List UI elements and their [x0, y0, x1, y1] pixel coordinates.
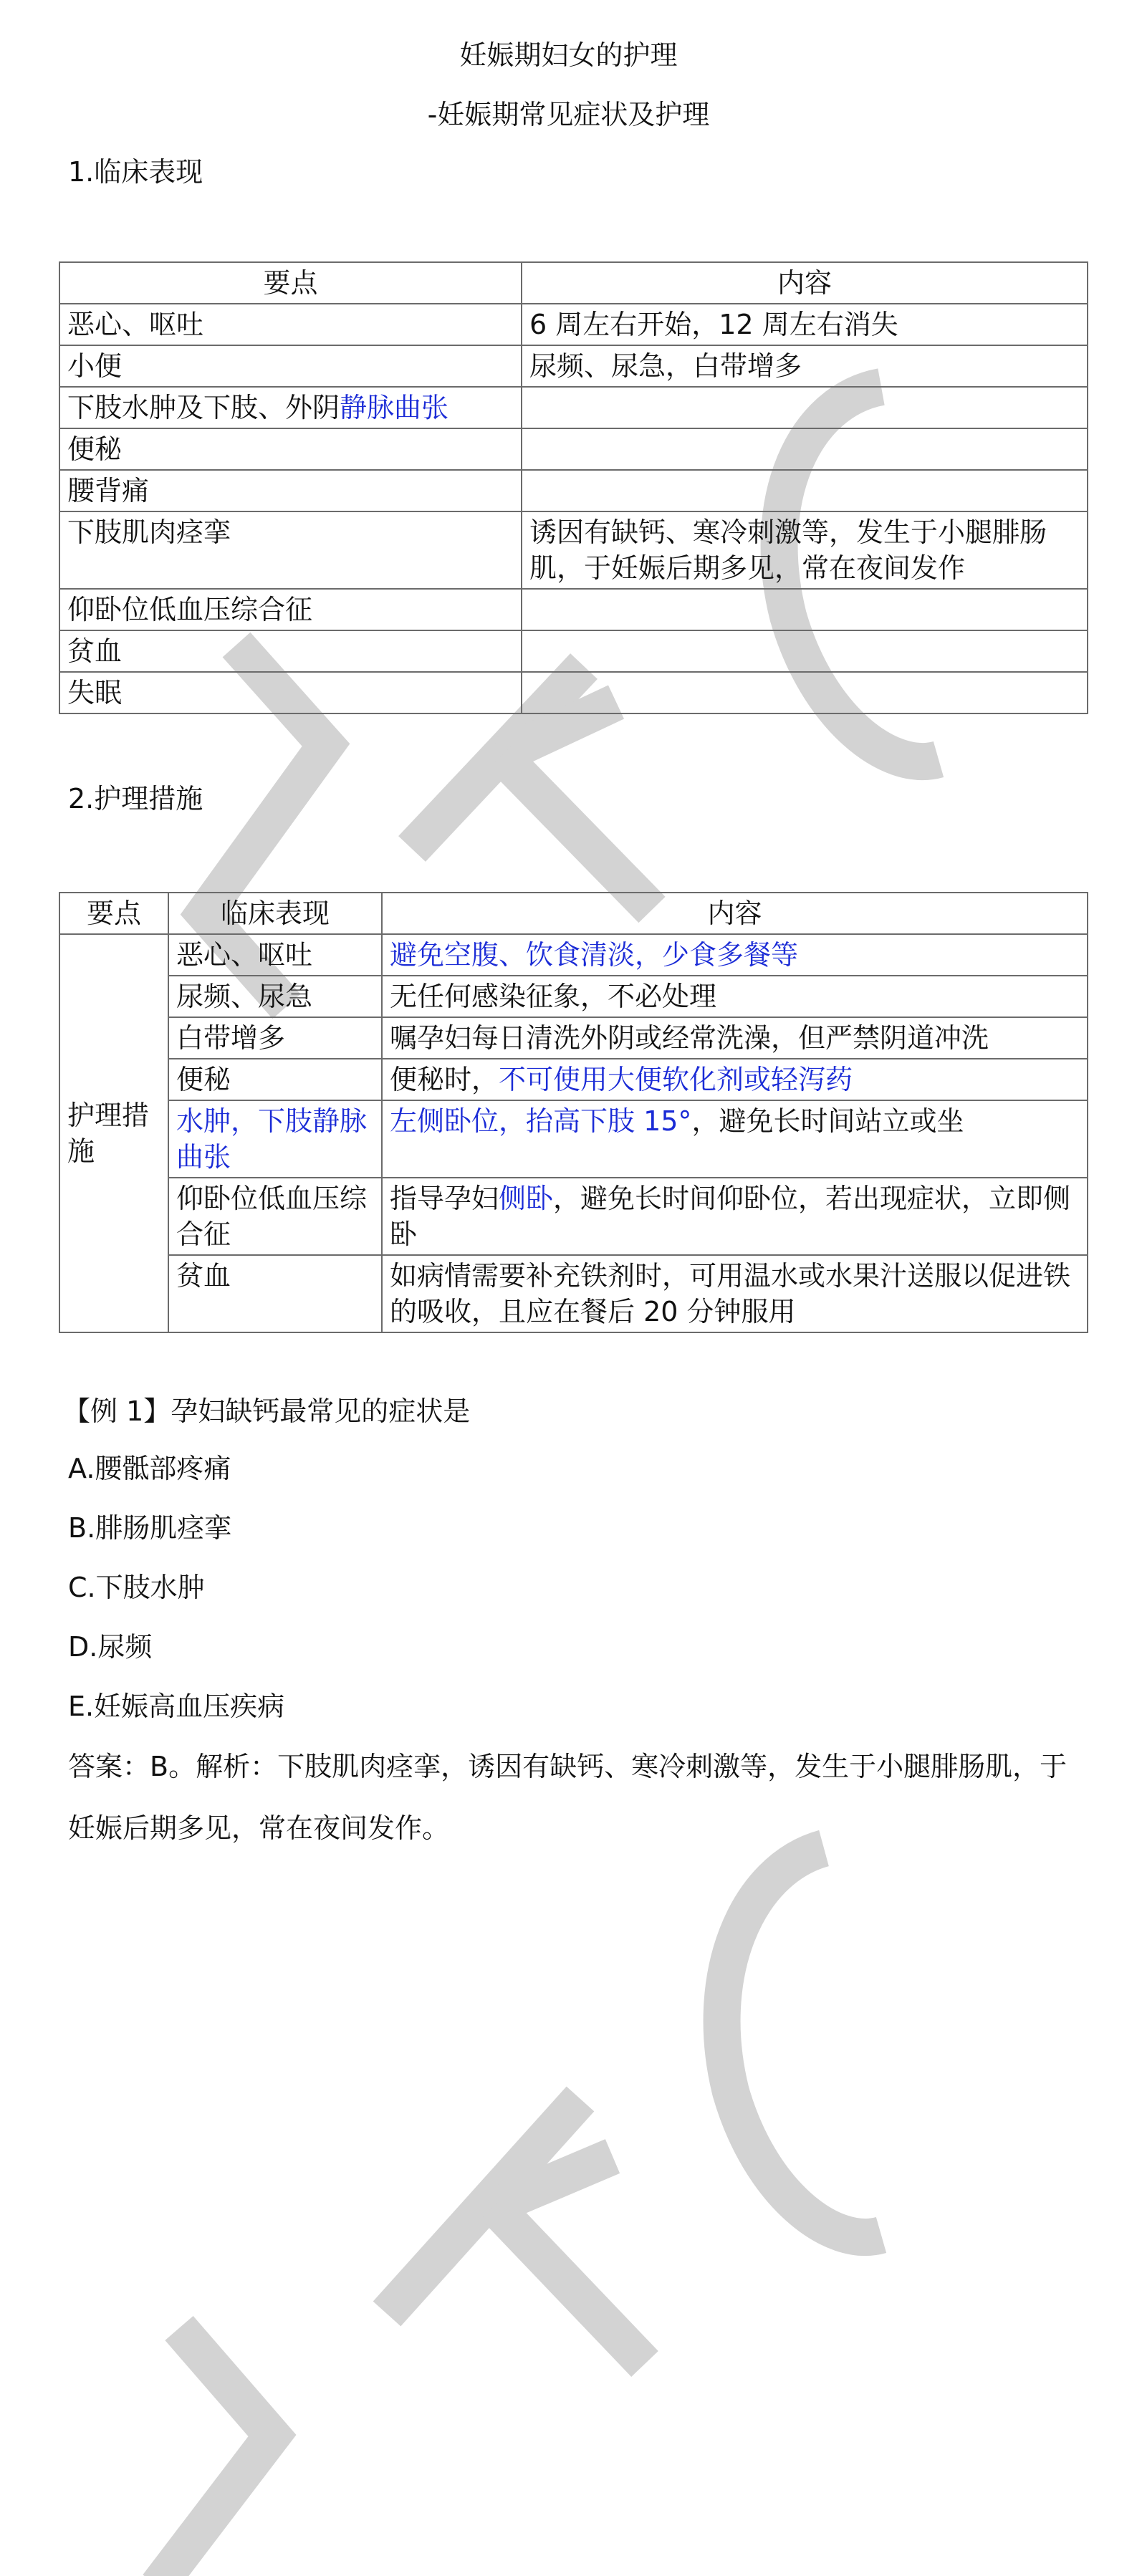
row-content-highlight: 侧卧 [499, 1183, 554, 1214]
clinical-table [59, 261, 1088, 714]
row-content-text: 便秘时， [390, 1064, 499, 1095]
table-header-row [59, 262, 1088, 304]
row-content-highlight: 不可使用大便软化剂或轻泻药 [499, 1064, 853, 1095]
row-point: 腰背痛 [59, 470, 522, 511]
row-point: 恶心、呕吐 [59, 304, 522, 345]
row-content [522, 630, 1088, 672]
table-row [59, 511, 1088, 589]
row-content [522, 672, 1088, 713]
group-label: 护理措施 [59, 934, 168, 1332]
row-content: 无任何感染征象，不必处理 [382, 976, 1088, 1017]
table-row [59, 387, 1088, 428]
option-a: A.腰骶部疼痛 [68, 1453, 231, 1484]
row-point: 下肢肌肉痉挛 [59, 511, 522, 589]
row-content-text: 指导孕妇 [390, 1183, 499, 1214]
row-content: 尿频、尿急，白带增多 [522, 345, 1088, 387]
row-content: 诱因有缺钙、寒冷刺激等，发生于小腿腓肠肌，于妊娠后期多见，常在夜间发作 [522, 511, 1088, 589]
document-title: 妊娠期妇女的护理 [459, 39, 678, 71]
section2-heading: 2.护理措施 [68, 783, 203, 814]
option-c: C.下肢水肿 [68, 1572, 205, 1603]
row-symptom: 白带增多 [168, 1017, 382, 1059]
row-content [382, 1100, 1088, 1178]
row-content-highlight: 左侧卧位，抬高下肢 15° [390, 1105, 692, 1137]
row-content: 如病情需要补充铁剂时，可用温水或水果汁送服以促进铁的吸收，且应在餐后 20 分钟服用 [382, 1255, 1088, 1332]
table-row [59, 470, 1088, 511]
row-symptom: 尿频、尿急 [168, 976, 382, 1017]
row-symptom: 恶心、呕吐 [168, 934, 382, 976]
section1-heading: 1.临床表现 [68, 156, 203, 188]
row-point: 贫血 [59, 630, 522, 672]
row-point: 失眠 [59, 672, 522, 713]
table-row [59, 1100, 1088, 1178]
row-content-text: ，避免长时间站立或坐 [691, 1105, 964, 1137]
example-question: 【例 1】孕妇缺钙最常见的症状是 [63, 1395, 471, 1427]
row-content: 避免空腹、饮食清淡，少食多餐等 [382, 934, 1088, 976]
row-symptom: 仰卧位低血压综合征 [168, 1178, 382, 1255]
row-content [522, 589, 1088, 630]
option-e: E.妊娠高血压疾病 [68, 1691, 285, 1722]
row-content: 嘱孕妇每日清洗外阴或经常洗澡，但严禁阴道冲洗 [382, 1017, 1088, 1059]
row-point: 小便 [59, 345, 522, 387]
row-point: 便秘 [59, 428, 522, 470]
row-content [382, 1059, 1088, 1100]
row-symptom: 贫血 [168, 1255, 382, 1332]
row-point [59, 387, 522, 428]
table-row [59, 428, 1088, 470]
table-row [59, 934, 1088, 976]
table-row [59, 976, 1088, 1017]
option-b: B.腓肠肌痉挛 [68, 1512, 232, 1544]
table-row [59, 672, 1088, 713]
table-row [59, 630, 1088, 672]
table-row [59, 589, 1088, 630]
row-content [522, 470, 1088, 511]
nursing-table [59, 892, 1088, 1333]
answer-explanation: 答案：B。解析：下肢肌肉痉挛，诱因有缺钙、寒冷刺激等，发生于小腿腓肠肌，于妊娠后期多见，常在夜间发作。 [68, 1751, 1068, 1844]
row-content-text: ，避免长时间仰卧位，若出现症状，立即侧卧 [390, 1183, 1071, 1250]
row-content [522, 428, 1088, 470]
option-d: D.尿频 [68, 1631, 153, 1663]
row-symptom: 便秘 [168, 1059, 382, 1100]
row-point-text: 下肢水肿及下肢、外阴 [67, 392, 340, 423]
table-row [59, 1017, 1088, 1059]
column-header-point: 要点 [59, 893, 168, 934]
column-header-point: 要点 [59, 262, 522, 304]
table-row [59, 304, 1088, 345]
row-content: 6 周左右开始，12 周左右消失 [522, 304, 1088, 345]
row-point: 仰卧位低血压综合征 [59, 589, 522, 630]
table-header-row [59, 893, 1088, 934]
table-row [59, 1255, 1088, 1332]
column-header-content: 内容 [382, 893, 1088, 934]
row-symptom: 水肿，下肢静脉曲张 [168, 1100, 382, 1178]
document-subtitle: -妊娠期常见症状及护理 [427, 99, 710, 130]
table-row [59, 345, 1088, 387]
table-row [59, 1059, 1088, 1100]
row-point-highlight: 静脉曲张 [340, 392, 449, 423]
row-content [522, 387, 1088, 428]
table-row [59, 1178, 1088, 1255]
row-content [382, 1178, 1088, 1255]
column-header-content: 内容 [522, 262, 1088, 304]
column-header-symptom: 临床表现 [168, 893, 382, 934]
